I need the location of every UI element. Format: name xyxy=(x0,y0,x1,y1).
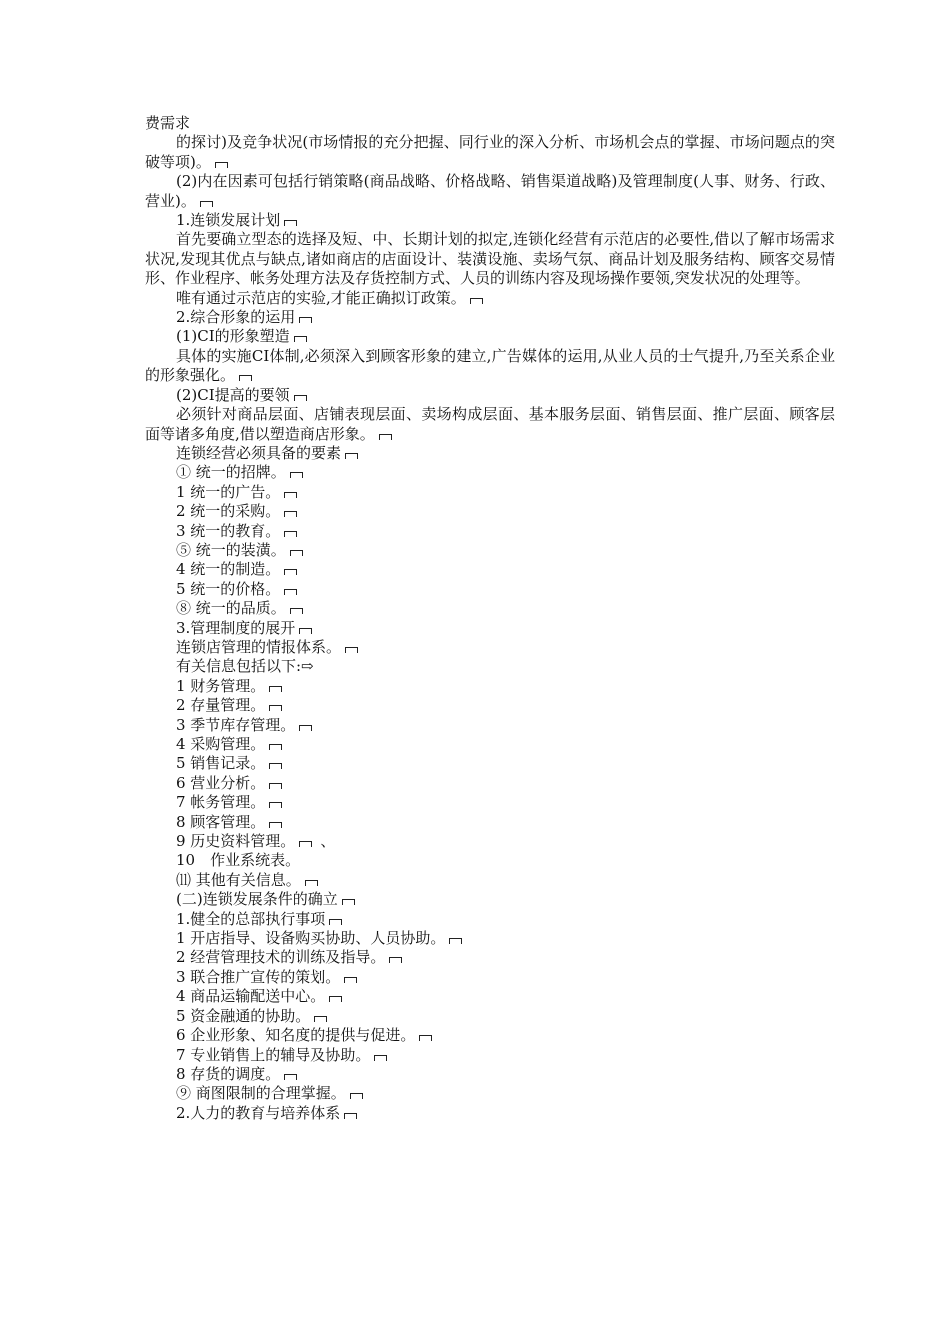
line-text: 首先要确立型态的选择及短、中、长期计划的拟定,连锁化经营有示范店的必要性,借以了解市场需求状况,发现其优点与缺点,诸如商店的店面设计、装潢设施、卖场气氛、商品计划及服务结构、顾客交易情形、作业程序、帐务处理方法及存货控制方式、人员的训练内容及现场操作要领,突发状况的处理等。 xyxy=(145,230,835,288)
text-line xyxy=(145,114,835,133)
list-item xyxy=(145,774,835,793)
paragraph-mark-icon xyxy=(299,841,312,847)
paragraph xyxy=(145,347,835,386)
line-text: 8 存货的调度。 xyxy=(176,1064,281,1083)
line-text: 1 统一的广告。 xyxy=(176,482,281,501)
paragraph-mark-icon xyxy=(215,162,228,168)
list-item xyxy=(145,871,835,890)
list-item xyxy=(145,987,835,1006)
line-text: 唯有通过示范店的实验,才能正确拟订政策。 xyxy=(176,288,466,307)
line-text: 连锁经营必须具备的要素 xyxy=(176,443,342,462)
text-line xyxy=(145,638,835,657)
line-text: 1.连锁发展计划 xyxy=(176,211,281,230)
paragraph-mark-icon xyxy=(345,647,358,653)
line-text: 6 企业形象、知名度的提供与促进。 xyxy=(176,1026,416,1045)
line-text: 3.管理制度的展开 xyxy=(176,618,296,637)
list-item xyxy=(145,832,835,851)
list-item xyxy=(145,851,835,870)
line-text: 必须针对商品层面、店铺表现层面、卖场构成层面、基本服务层面、销售层面、推广层面、顾客层面等诸多角度,借以塑造商店形象。 xyxy=(145,405,835,443)
list-item xyxy=(145,677,835,696)
line-text: 1.健全的总部执行事项 xyxy=(176,909,326,928)
line-text: 2 经营管理技术的训练及指导。 xyxy=(176,948,386,967)
subsection-heading xyxy=(145,386,835,405)
paragraph-mark-icon xyxy=(449,938,462,944)
paragraph-mark-icon xyxy=(284,1074,297,1080)
line-text: 9 历史资料管理。 xyxy=(176,832,296,851)
paragraph-mark-icon xyxy=(389,957,402,963)
line-text: ⑾ 其他有关信息。 xyxy=(176,870,301,889)
line-text: 3 季节库存管理。 xyxy=(176,715,296,734)
line-text: 的探讨)及竞争状况(市场情报的充分把握、同行业的深入分析、市场机会点的掌握、市场问题点的突破等项)。 xyxy=(145,133,835,171)
line-text: 2 存量管理。 xyxy=(176,696,266,715)
list-item xyxy=(145,948,835,967)
section-heading xyxy=(145,308,835,327)
line-text: 2 统一的采购。 xyxy=(176,502,281,521)
list-item xyxy=(145,1007,835,1026)
paragraph-mark-icon xyxy=(269,744,282,750)
paragraph-mark-icon xyxy=(284,511,297,517)
document-page xyxy=(145,114,835,1123)
line-text: 3 统一的教育。 xyxy=(176,521,281,540)
line-text: (2)内在因素可包括行销策略(商品战略、价格战略、销售渠道战略)及管理制度(人事、财务、行政、营业)。 xyxy=(145,172,835,210)
line-text: 2.综合形象的运用 xyxy=(176,308,296,327)
section-heading xyxy=(145,1104,835,1123)
line-text: (1)CI的形象塑造 xyxy=(176,327,290,346)
paragraph-mark-icon xyxy=(329,996,342,1002)
line-text: 5 资金融通的协助。 xyxy=(176,1006,311,1025)
line-text: 2.人力的教育与培养体系 xyxy=(176,1103,341,1122)
paragraph-mark-icon xyxy=(299,317,312,323)
line-text: 1 财务管理。 xyxy=(176,676,266,695)
paragraph-mark-icon xyxy=(294,395,307,401)
line-text: 1 开店指导、设备购买协助、人员协助。 xyxy=(176,929,446,948)
list-item xyxy=(145,560,835,579)
section-heading xyxy=(145,619,835,638)
list-item xyxy=(145,929,835,948)
paragraph-mark-icon xyxy=(284,569,297,575)
paragraph-mark-icon xyxy=(374,1055,387,1061)
line-text: 5 销售记录。 xyxy=(176,754,266,773)
paragraph-mark-icon xyxy=(344,1113,357,1119)
line-text: ① 统一的招牌。 xyxy=(176,463,286,482)
line-text: 7 专业销售上的辅导及协助。 xyxy=(176,1045,371,1064)
list-item xyxy=(145,1065,835,1084)
line-text: 具体的实施CI体制,必须深入到顾客形象的建立,广告媒体的运用,从业人员的士气提升,乃至关系企业的形象强化。 xyxy=(145,346,835,385)
list-item xyxy=(145,463,835,482)
paragraph xyxy=(145,133,835,172)
line-text: 4 统一的制造。 xyxy=(176,560,281,579)
paragraph-mark-icon xyxy=(344,977,357,983)
list-item xyxy=(145,793,835,812)
list-item xyxy=(145,735,835,754)
paragraph-mark-icon xyxy=(345,453,358,459)
paragraph-mark-icon xyxy=(299,725,312,731)
list-item xyxy=(145,599,835,618)
section-heading xyxy=(145,890,835,909)
paragraph-mark-icon xyxy=(269,802,282,808)
line-text: 4 商品运输配送中心。 xyxy=(176,987,326,1006)
paragraph-mark-icon xyxy=(269,783,282,789)
line-text: (二)连锁发展条件的确立 xyxy=(176,890,338,909)
section-heading xyxy=(145,211,835,230)
paragraph-mark-icon xyxy=(200,201,213,207)
line-text: 10 作业系统表。 xyxy=(176,851,301,870)
list-item xyxy=(145,580,835,599)
paragraph xyxy=(145,172,835,211)
list-item xyxy=(145,541,835,560)
paragraph-mark-icon xyxy=(305,880,318,886)
paragraph-mark-icon xyxy=(470,298,483,304)
line-text: 8 顾客管理。 xyxy=(176,812,266,831)
paragraph-mark-icon xyxy=(342,899,355,905)
paragraph-mark-icon xyxy=(284,531,297,537)
paragraph-mark-icon xyxy=(269,686,282,692)
list-item xyxy=(145,716,835,735)
paragraph-mark-icon xyxy=(269,822,282,828)
text-line xyxy=(145,657,835,676)
section-heading xyxy=(145,910,835,929)
list-item xyxy=(145,813,835,832)
list-item xyxy=(145,1026,835,1045)
line-text: 5 统一的价格。 xyxy=(176,579,281,598)
line-text: 6 营业分析。 xyxy=(176,773,266,792)
paragraph xyxy=(145,230,835,288)
paragraph-mark-icon xyxy=(299,628,312,634)
subsection-heading xyxy=(145,327,835,346)
line-text: (2)CI提高的要领 xyxy=(176,385,290,404)
paragraph-mark-icon xyxy=(239,375,252,381)
line-text: 4 采购管理。 xyxy=(176,735,266,753)
paragraph-mark-icon xyxy=(290,472,303,478)
list-item xyxy=(145,1046,835,1065)
paragraph-mark-icon xyxy=(419,1035,432,1041)
text-line xyxy=(145,289,835,308)
paragraph-mark-icon xyxy=(284,589,297,595)
paragraph-mark-icon xyxy=(269,763,282,769)
paragraph-mark-icon xyxy=(290,550,303,556)
paragraph-mark-icon xyxy=(290,608,303,614)
list-item xyxy=(145,502,835,521)
line-text: 7 帐务管理。 xyxy=(176,793,266,812)
list-item xyxy=(145,483,835,502)
paragraph-mark-icon xyxy=(379,434,392,440)
text-line xyxy=(145,444,835,463)
paragraph-mark-icon xyxy=(329,919,342,925)
line-text: 连锁店管理的情报体系。 xyxy=(176,637,342,656)
paragraph-mark-icon xyxy=(350,1093,363,1099)
line-text: 有关信息包括以下:⇨ xyxy=(176,657,314,676)
line-text: 费需求 xyxy=(145,114,191,132)
paragraph-mark-icon xyxy=(284,220,297,226)
list-item xyxy=(145,522,835,541)
line-text: ⑧ 统一的品质。 xyxy=(176,599,286,618)
line-text: ⑨ 商图限制的合理掌握。 xyxy=(176,1084,346,1103)
paragraph-mark-icon xyxy=(284,492,297,498)
paragraph-mark-icon xyxy=(269,705,282,711)
paragraph xyxy=(145,405,835,444)
line-text: 3 联合推广宣传的策划。 xyxy=(176,967,341,986)
list-item xyxy=(145,968,835,987)
list-item xyxy=(145,696,835,715)
paragraph-mark-icon xyxy=(314,1016,327,1022)
paragraph-mark-icon xyxy=(294,336,307,342)
list-item xyxy=(145,754,835,773)
stray-mark: 、 xyxy=(320,832,336,851)
list-item xyxy=(145,1084,835,1103)
line-text: ⑤ 统一的装潢。 xyxy=(176,540,286,559)
